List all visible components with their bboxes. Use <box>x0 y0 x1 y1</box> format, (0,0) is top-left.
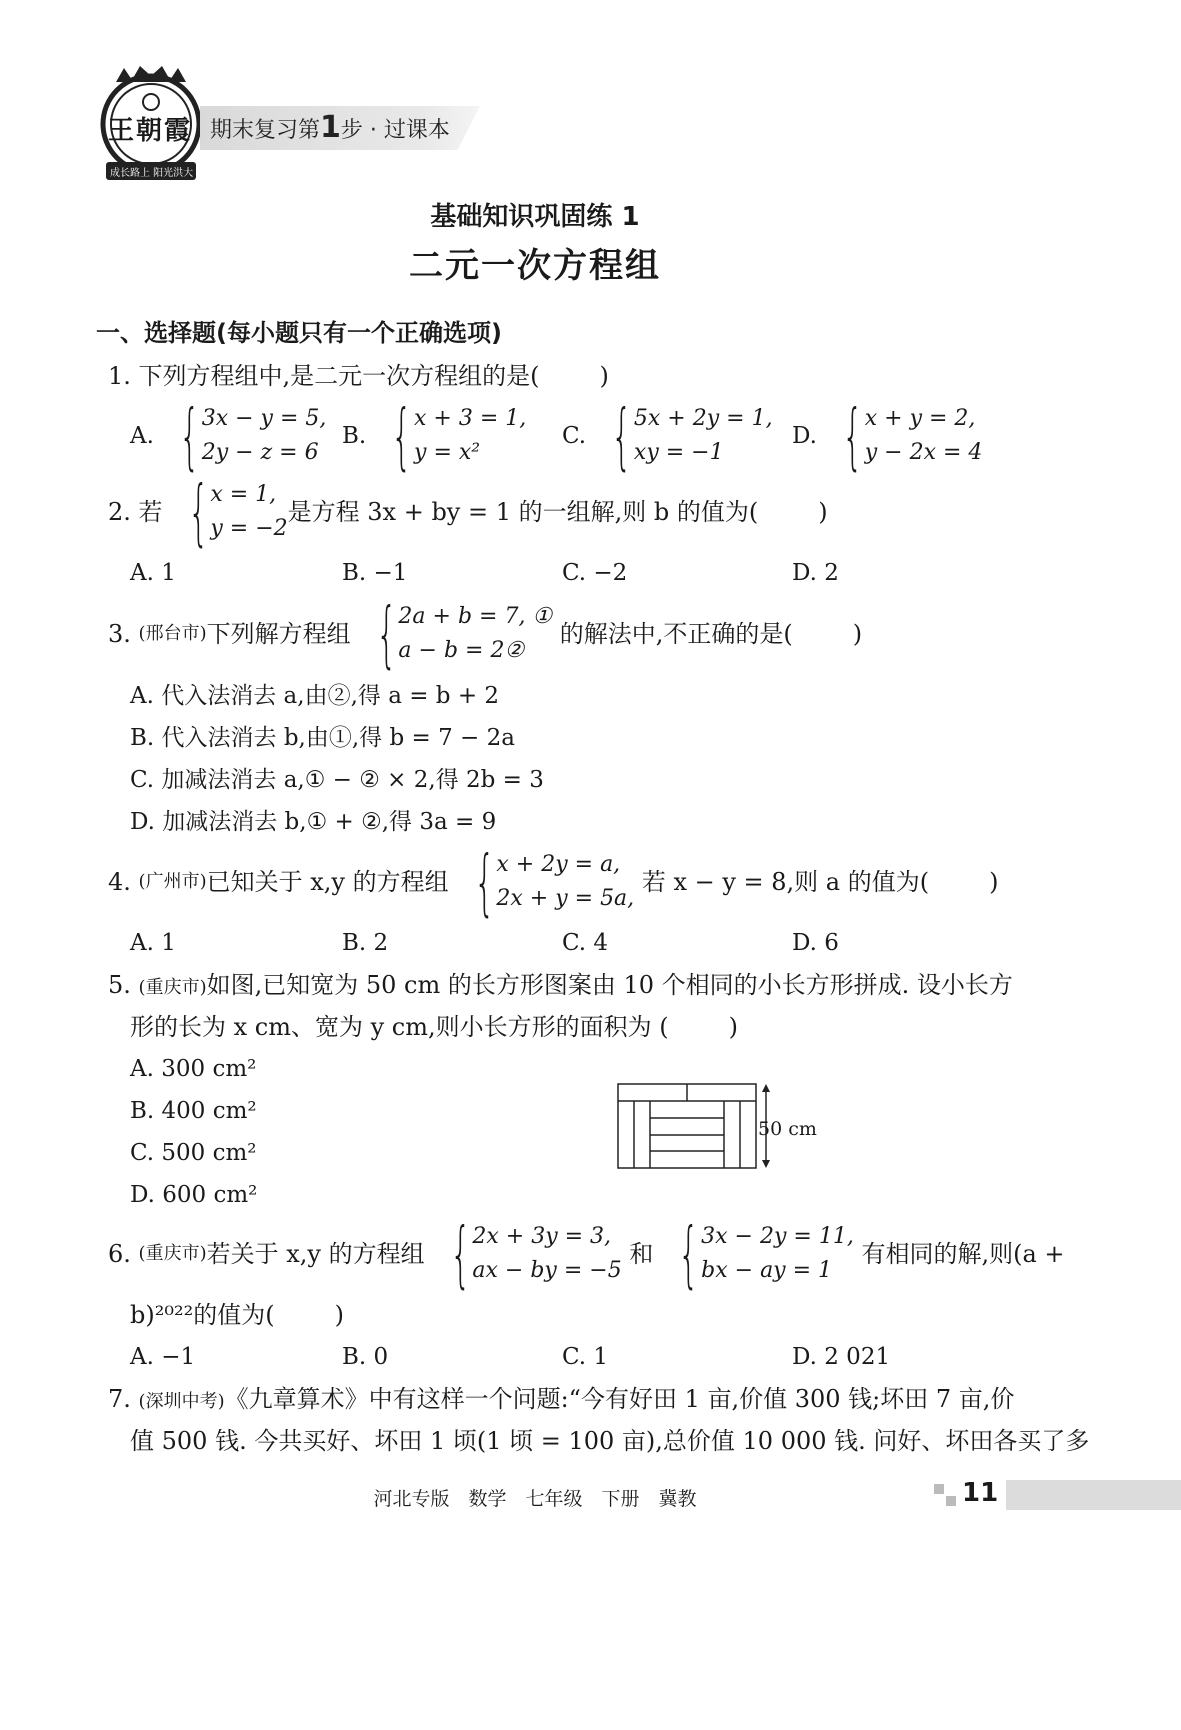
eq: 3x − y = 5, <box>201 406 327 431</box>
rectangle-figure <box>614 1078 774 1174</box>
eq: ax − by = −5 <box>472 1258 622 1283</box>
q2-option-a[interactable]: A. 1 <box>130 560 176 586</box>
eq: 2y − z = 6 <box>201 440 319 465</box>
q3-option-a[interactable]: A. 代入法消去 a,由②,得 a = b + 2 <box>130 683 500 709</box>
footer-deco <box>946 1496 956 1506</box>
paren: ) <box>334 1301 344 1329</box>
q6-option-a[interactable]: A. −1 <box>130 1344 196 1370</box>
q-num: 1. <box>108 362 131 390</box>
eq: x + 2y = a, <box>496 852 621 877</box>
question-7-line2: 值 500 钱. 今共买好、坏田 1 顷(1 顷 = 100 亩),总价值 10 000 钱. 问好、坏田各买了多 <box>130 1427 1090 1455</box>
page-number: 11 <box>962 1478 999 1508</box>
page-title: 二元一次方程组 <box>409 246 661 286</box>
paren: ) <box>989 868 999 896</box>
eq: 3x − 2y = 11, <box>701 1224 854 1249</box>
eq: x + y = 2, <box>864 406 976 431</box>
q6-option-b[interactable]: B. 0 <box>342 1344 389 1370</box>
footer-deco <box>934 1484 944 1494</box>
footer-text: 河北专版 数学 七年级 下册 冀教 <box>373 1488 697 1510</box>
q-text: 的解法中,不正确的是( <box>559 620 793 648</box>
q-text: 和 <box>629 1240 654 1268</box>
q6-option-d[interactable]: D. 2 021 <box>792 1344 891 1370</box>
banner-suffix: 步 · 过课本 <box>340 118 450 143</box>
q-text: 若 <box>138 498 163 526</box>
question-5-line2 <box>130 1012 738 1042</box>
q4-option-d[interactable]: D. 6 <box>792 930 839 956</box>
opt-label: A. <box>130 423 154 449</box>
q-num: 6. <box>108 1240 131 1268</box>
q-source: (深圳中考) <box>138 1391 225 1412</box>
q2-option-c[interactable]: C. −2 <box>562 560 628 586</box>
q-source: (广州市) <box>138 871 207 892</box>
figure-label: 50 cm <box>758 1118 817 1140</box>
eq: 2a + b = 7, ① <box>398 604 553 629</box>
eq: bx − ay = 1 <box>701 1258 833 1283</box>
q1-option-d[interactable]: D. { x + y = 2, y − 2x = 4 <box>792 394 983 478</box>
banner-text <box>210 110 450 149</box>
eq: x + 3 = 1, <box>414 406 527 431</box>
q6-option-c[interactable]: C. 1 <box>562 1344 609 1370</box>
brand-name: 王朝霞 <box>108 116 193 146</box>
q-num: 3. <box>108 620 131 648</box>
q2-option-d[interactable]: D. 2 <box>792 560 839 586</box>
q-num: 4. <box>108 868 131 896</box>
eq: xy = −1 <box>633 440 724 465</box>
q-source: (重庆市) <box>138 977 207 998</box>
q-text: 若 x − y = 8,则 a 的值为( <box>641 868 930 896</box>
q3-option-c[interactable]: C. 加减法消去 a,① − ② × 2,得 2b = 3 <box>130 767 544 793</box>
eq: y = −2 <box>210 516 288 541</box>
eq: x = 1, <box>210 482 277 507</box>
eq: y − 2x = 4 <box>864 440 983 465</box>
opt-label: C. <box>562 423 587 449</box>
q-num: 2. <box>108 498 131 526</box>
question-7 <box>108 1384 1014 1417</box>
eq: y = x² <box>414 440 481 465</box>
footer-band <box>1006 1480 1181 1510</box>
banner-prefix: 期末复习第 <box>210 118 321 143</box>
q-text: 若关于 x,y 的方程组 <box>206 1240 425 1268</box>
q-num: 7. <box>108 1385 131 1413</box>
paren: ) <box>728 1013 739 1041</box>
q-text: 如图,已知宽为 50 cm 的长方形图案由 10 个相同的小长方形拼成. 设小长方 <box>206 971 1013 999</box>
q3-option-b[interactable]: B. 代入法消去 b,由①,得 b = 7 − 2a <box>130 725 515 751</box>
question-4: 4. (广州市) 已知关于 x,y 的方程组 { x + 2y = a, 2x + y = 5a, 若 x − y = 8,则 a 的值为( ) <box>108 840 999 924</box>
paren: ) <box>852 620 863 648</box>
q5-option-a[interactable]: A. 300 cm² <box>130 1056 257 1082</box>
section-heading: 一、选择题(每小题只有一个正确选项) <box>96 319 502 347</box>
q1-option-c[interactable]: C. { 5x + 2y = 1, xy = −1 <box>562 394 773 478</box>
q3-option-d[interactable]: D. 加减法消去 b,① + ②,得 3a = 9 <box>130 809 497 835</box>
q1-option-b[interactable]: B. { x + 3 = 1, y = x² <box>342 394 527 478</box>
question-6-line2 <box>130 1300 344 1330</box>
q-text: 有相同的解,则(a + <box>861 1240 1065 1268</box>
subtitle: 基础知识巩固练 1 <box>430 202 640 232</box>
banner-step-number: 1 <box>320 110 341 145</box>
q1-option-a[interactable]: A. { 3x − y = 5, 2y − z = 6 <box>130 394 327 478</box>
q5-option-c[interactable]: C. 500 cm² <box>130 1140 257 1166</box>
q4-option-a[interactable]: A. 1 <box>130 930 176 956</box>
opt-label: B. <box>342 423 367 449</box>
q5-option-b[interactable]: B. 400 cm² <box>130 1098 257 1124</box>
eq: a − b = 2② <box>398 638 525 663</box>
q-text: 下列方程组中,是二元一次方程组的是( <box>138 362 540 390</box>
paren: ) <box>818 498 828 526</box>
q-text: 是方程 3x + by = 1 的一组解,则 b 的值为( <box>287 498 759 526</box>
question-6: 6. (重庆市) 若关于 x,y 的方程组 { 2x + 3y = 3, ax − by = −5 和 { 3x − 2y = 11, bx − ay = 1 有相同的解,则(a + <box>108 1212 1065 1296</box>
question-1 <box>108 361 609 391</box>
opt-label: D. <box>792 423 817 449</box>
q-text: 《九章算术》中有这样一个问题:“今有好田 1 亩,价值 300 钱;坏田 7 亩,价 <box>224 1385 1015 1413</box>
question-2: 2. 若 { x = 1, y = −2 是方程 3x + by = 1 的一组解,则 b 的值为( ) <box>108 470 828 554</box>
q4-option-b[interactable]: B. 2 <box>342 930 389 956</box>
brand-slogan: 成长路上 阳光洪大 <box>110 168 194 179</box>
q5-option-d[interactable]: D. 600 cm² <box>130 1182 258 1208</box>
eq: 2x + y = 5a, <box>496 886 635 911</box>
q-source: (邢台市) <box>138 623 207 644</box>
q-text: 形的长为 x cm、宽为 y cm,则小长方形的面积为 ( <box>130 1013 669 1041</box>
q-text: 下列解方程组 <box>206 620 351 648</box>
question-3: 3. (邢台市) 下列解方程组 { 2a + b = 7, ① a − b = 2② 的解法中,不正确的是( ) <box>108 592 863 676</box>
q4-option-c[interactable]: C. 4 <box>562 930 609 956</box>
eq: 5x + 2y = 1, <box>633 406 773 431</box>
question-5 <box>108 970 1013 1003</box>
q2-option-b[interactable]: B. −1 <box>342 560 408 586</box>
q-text: 已知关于 x,y 的方程组 <box>206 868 449 896</box>
q-source: (重庆市) <box>138 1243 207 1264</box>
eq: 2x + 3y = 3, <box>472 1224 612 1249</box>
q-num: 5. <box>108 971 131 999</box>
q-text: b)²⁰²²的值为( <box>130 1301 275 1329</box>
paren: ) <box>599 362 609 390</box>
